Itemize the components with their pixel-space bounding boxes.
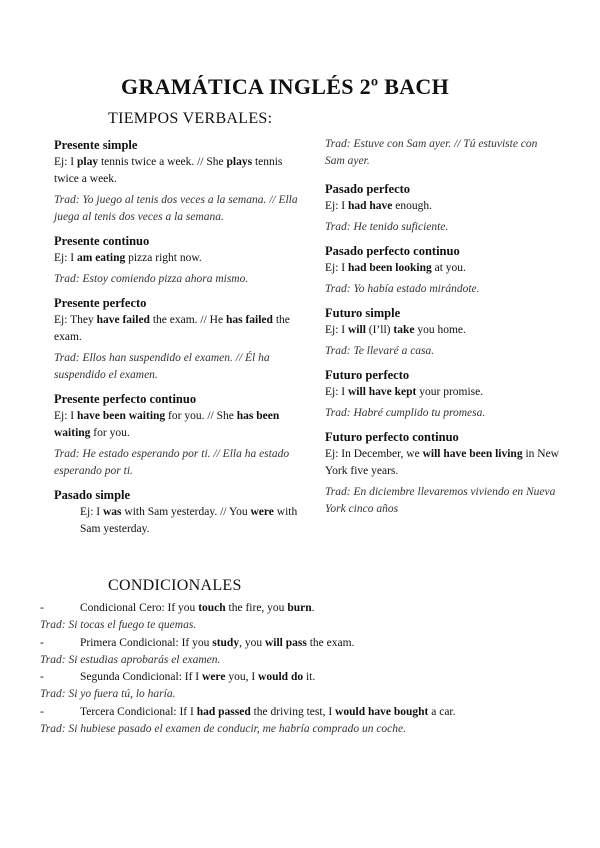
text-run: , you: [239, 636, 265, 649]
text-run: with Sam yesterday. // You: [121, 506, 251, 518]
text-run: Ej: I: [325, 200, 348, 212]
grammar-section: [54, 486, 304, 538]
conditional-translation: Trad: Si yo fuera tú, lo haría.: [40, 688, 176, 701]
text-run: the fire, you: [225, 602, 288, 614]
conditional-translation: Trad: Si estudias aprobarás el examen.: [40, 653, 221, 666]
list-dash: -: [40, 671, 44, 684]
verb-form: has been waiting: [54, 410, 280, 439]
example-sentence: [54, 504, 304, 538]
conditional-item: [40, 704, 580, 721]
text-run: tennis twice a week.: [54, 156, 283, 185]
example-sentence: [54, 154, 304, 188]
section-heading: Presente perfecto: [54, 296, 147, 310]
verb-form: touch: [198, 602, 226, 614]
verb-form: am eating: [77, 252, 126, 264]
conditional-example: [40, 637, 354, 649]
grammar-section: [325, 366, 560, 422]
text-run: Ej: I: [325, 386, 348, 398]
right-sections: [325, 180, 560, 518]
example-sentence: [54, 312, 304, 346]
section-title-tiempos-verbales: TIEMPOS VERBALES:: [108, 110, 273, 127]
text-run: .: [311, 602, 315, 614]
translation: Trad: He estado esperando por ti. // Ella ha estado esperando por ti.: [54, 448, 290, 477]
verb-form: were: [202, 671, 226, 684]
section-heading: Futuro perfecto: [325, 368, 410, 382]
grammar-section: [54, 390, 304, 480]
example-sentence: [54, 408, 304, 442]
text-run: Ej: I: [80, 506, 103, 518]
text-run: Ej: I: [325, 262, 348, 274]
verb-form: have been waiting: [77, 410, 166, 422]
translation: Trad: He tenido suficiente.: [325, 221, 449, 233]
conditional-example: [40, 706, 456, 718]
example-sentence: [325, 322, 560, 339]
conditional-translation: Trad: Si tocas el fuego te quemas.: [40, 619, 197, 632]
text-run: Ej: I: [54, 156, 77, 168]
text-run: Ej: I: [325, 324, 348, 336]
text-run: Condicional Cero: If you: [80, 602, 199, 614]
conditional-translation: Trad: Si hubiese pasado el examen de conducir, me habría comprado un coche.: [40, 723, 407, 736]
section-heading: Pasado perfecto continuo: [325, 244, 460, 258]
grammar-section: [54, 136, 304, 226]
verb-form: had have: [348, 200, 393, 212]
text-run: Segunda Condicional: If I: [80, 671, 203, 684]
verb-form: will have been living: [422, 448, 523, 460]
text-run: in New York five years.: [325, 448, 559, 477]
translation: Trad: Estoy comiendo pizza ahora mismo.: [54, 273, 249, 285]
verb-form: play: [77, 156, 99, 168]
section-heading: Presente simple: [54, 138, 138, 152]
conditional-example: [40, 671, 315, 683]
page-title: GRAMÁTICA INGLÉS 2º BACH: [120, 74, 449, 99]
verb-form: would have bought: [335, 705, 429, 718]
section-heading: Futuro simple: [325, 306, 401, 320]
translation: Trad: Habré cumplido tu promesa.: [325, 407, 486, 419]
section-heading: Presente continuo: [54, 234, 150, 248]
verb-form: will pass: [264, 636, 307, 649]
grammar-section: [325, 428, 560, 518]
text-run: the exam.: [306, 636, 355, 649]
example-sentence: [325, 384, 560, 401]
text-run: the exam.: [54, 314, 290, 343]
list-dash: -: [40, 602, 44, 614]
text-run: the driving test, I: [250, 705, 336, 718]
right-column: [325, 136, 560, 524]
translation: Trad: Yo había estado mirándote.: [325, 283, 480, 295]
verb-form: will have kept: [348, 386, 417, 398]
text-run: with Sam yesterday.: [80, 506, 298, 535]
verb-form: would do: [258, 671, 304, 684]
list-dash: -: [40, 636, 44, 649]
example-sentence: [54, 250, 304, 267]
translation: Trad: Ellos han suspendido el examen. // Él ha suspendido el examen.: [54, 352, 270, 381]
conditional-example: [40, 602, 314, 614]
grammar-section: [325, 180, 560, 236]
verb-form: has failed: [225, 314, 273, 326]
translation: Trad: En diciembre llevaremos viviendo en Nueva York cinco años: [325, 486, 556, 515]
text-run: at you.: [431, 262, 466, 274]
verb-form: will: [348, 324, 366, 336]
verb-form: plays: [226, 156, 253, 168]
translation: Trad: Te llevaré a casa.: [325, 345, 435, 357]
section-heading: Futuro perfecto continuo: [325, 430, 459, 444]
verb-form: study: [212, 636, 240, 649]
verb-form: take: [393, 324, 415, 336]
text-run: tennis twice a week. // She: [98, 156, 227, 168]
verb-form: had been looking: [348, 262, 432, 274]
text-run: Ej: I: [54, 252, 77, 264]
example-sentence: [325, 260, 560, 277]
text-run: you, I: [225, 671, 259, 684]
text-run: Tercera Condicional: If I: [80, 705, 197, 718]
text-run: a car.: [428, 705, 456, 718]
text-run: Ej: In December, we: [325, 448, 423, 460]
text-run: enough.: [392, 200, 433, 212]
grammar-section: [325, 304, 560, 360]
text-run: for you.: [90, 427, 130, 439]
pasado-simple-translation: Trad: Estuve con Sam ayer. // Tú estuviste con Sam ayer.: [325, 138, 538, 167]
text-run: for you. // She: [165, 410, 237, 422]
example-sentence: [325, 446, 560, 480]
text-run: Ej: I: [54, 410, 77, 422]
verb-form: burn: [287, 602, 312, 614]
conditional-item: [40, 669, 580, 686]
text-run: Ej: They: [54, 314, 97, 326]
text-run: you home.: [414, 324, 466, 336]
section-heading: Pasado simple: [54, 488, 131, 502]
grammar-section: [54, 232, 304, 288]
text-run: pizza right now.: [125, 252, 202, 264]
grammar-section: [54, 294, 304, 384]
grammar-section: [325, 242, 560, 298]
section-title-condicionales: CONDICIONALES: [108, 577, 242, 594]
conditional-item: [40, 635, 580, 652]
verb-form: was: [103, 506, 122, 518]
verb-form: have failed: [96, 314, 150, 326]
text-run: Primera Condicional: If you: [80, 636, 213, 649]
text-run: the exam. // He: [149, 314, 226, 326]
conditionals-list: [40, 600, 580, 738]
text-run: (I’ll): [365, 324, 394, 336]
verb-form: were: [250, 506, 274, 518]
text-run: your promise.: [416, 386, 484, 398]
conditional-item: [40, 600, 580, 617]
verb-form: had passed: [196, 705, 251, 718]
example-sentence: [325, 198, 560, 215]
text-run: it.: [303, 671, 316, 684]
section-heading: Presente perfecto continuo: [54, 392, 197, 406]
list-dash: -: [40, 705, 44, 718]
translation: Trad: Yo juego al tenis dos veces a la semana. // Ella juega al tenis dos veces a la semana.: [54, 194, 298, 223]
left-column: [54, 136, 304, 544]
section-heading: Pasado perfecto: [325, 182, 411, 196]
